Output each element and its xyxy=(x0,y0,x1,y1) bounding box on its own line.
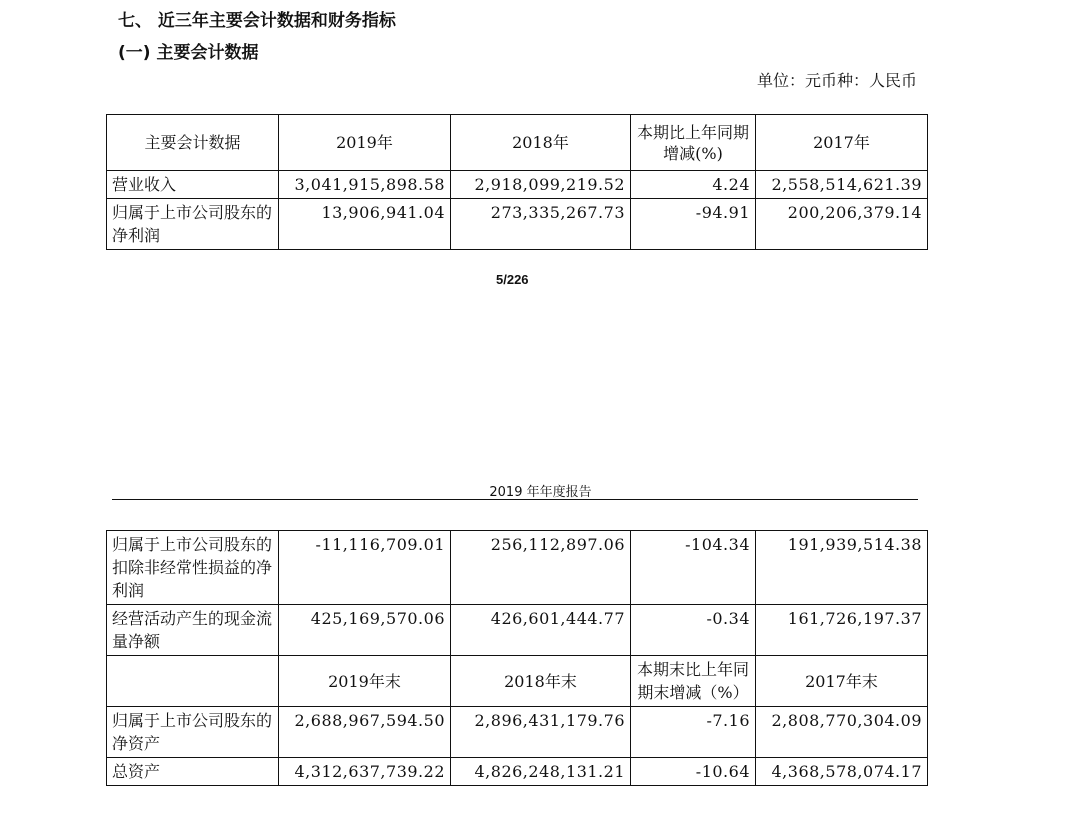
table-row xyxy=(107,531,928,605)
value-change: -94.91 xyxy=(631,199,756,250)
table-row xyxy=(107,707,928,758)
row-label: 总资产 xyxy=(107,758,279,786)
value-2018: 273,335,267.73 xyxy=(451,199,631,250)
row-label: 归属于上市公司股东的扣除非经常性损益的净利润 xyxy=(107,531,279,605)
value-2017: 191,939,514.38 xyxy=(756,531,928,605)
value-2019: 425,169,570.06 xyxy=(279,605,451,656)
header-cell-change-end: 本期末比上年同期末增减（%） xyxy=(631,656,756,707)
header-cell-2018-end: 2018年末 xyxy=(451,656,631,707)
section-title: 七、 近三年主要会计数据和财务指标 xyxy=(118,11,396,31)
report-title: 2019 年年度报告 xyxy=(489,485,592,500)
header-cell-empty xyxy=(107,656,279,707)
row-label: 经营活动产生的现金流量净额 xyxy=(107,605,279,656)
value-2019: 2,688,967,594.50 xyxy=(279,707,451,758)
value-2018: 2,896,431,179.76 xyxy=(451,707,631,758)
value-2019: 3,041,915,898.58 xyxy=(279,171,451,199)
header-cell-change: 本期比上年同期增减(%) xyxy=(631,115,756,171)
accounting-data-table-part1 xyxy=(106,114,928,250)
row-label: 营业收入 xyxy=(107,171,279,199)
value-2019: 4,312,637,739.22 xyxy=(279,758,451,786)
value-2017: 200,206,379.14 xyxy=(756,199,928,250)
table-row xyxy=(107,758,928,786)
value-change: -0.34 xyxy=(631,605,756,656)
currency-unit-label: 单位：元币种：人民币 xyxy=(756,71,917,90)
header-cell-2019-end: 2019年末 xyxy=(279,656,451,707)
value-2018: 426,601,444.77 xyxy=(451,605,631,656)
value-change: -104.34 xyxy=(631,531,756,605)
value-2017: 2,808,770,304.09 xyxy=(756,707,928,758)
table-row xyxy=(107,171,928,199)
value-2017: 2,558,514,621.39 xyxy=(756,171,928,199)
header-divider xyxy=(112,499,918,500)
value-2018: 2,918,099,219.52 xyxy=(451,171,631,199)
row-label: 归属于上市公司股东的净资产 xyxy=(107,707,279,758)
value-2018: 4,826,248,131.21 xyxy=(451,758,631,786)
value-change: -10.64 xyxy=(631,758,756,786)
value-2018: 256,112,897.06 xyxy=(451,531,631,605)
value-change: -7.16 xyxy=(631,707,756,758)
header-cell-2018: 2018年 xyxy=(451,115,631,171)
header-cell-2019: 2019年 xyxy=(279,115,451,171)
subsection-title: (一) 主要会计数据 xyxy=(118,43,259,63)
header-cell-2017-end: 2017年末 xyxy=(756,656,928,707)
table-header-row xyxy=(107,115,928,171)
header-cell-2017: 2017年 xyxy=(756,115,928,171)
table-row xyxy=(107,605,928,656)
value-2017: 4,368,578,074.17 xyxy=(756,758,928,786)
accounting-data-table-part2 xyxy=(106,530,928,786)
value-2017: 161,726,197.37 xyxy=(756,605,928,656)
value-2019: 13,906,941.04 xyxy=(279,199,451,250)
page-number: 5/226 xyxy=(496,272,529,287)
value-2019: -11,116,709.01 xyxy=(279,531,451,605)
value-change: 4.24 xyxy=(631,171,756,199)
table-row xyxy=(107,199,928,250)
row-label: 归属于上市公司股东的净利润 xyxy=(107,199,279,250)
header-cell-metric: 主要会计数据 xyxy=(107,115,279,171)
table-header-row xyxy=(107,656,928,707)
